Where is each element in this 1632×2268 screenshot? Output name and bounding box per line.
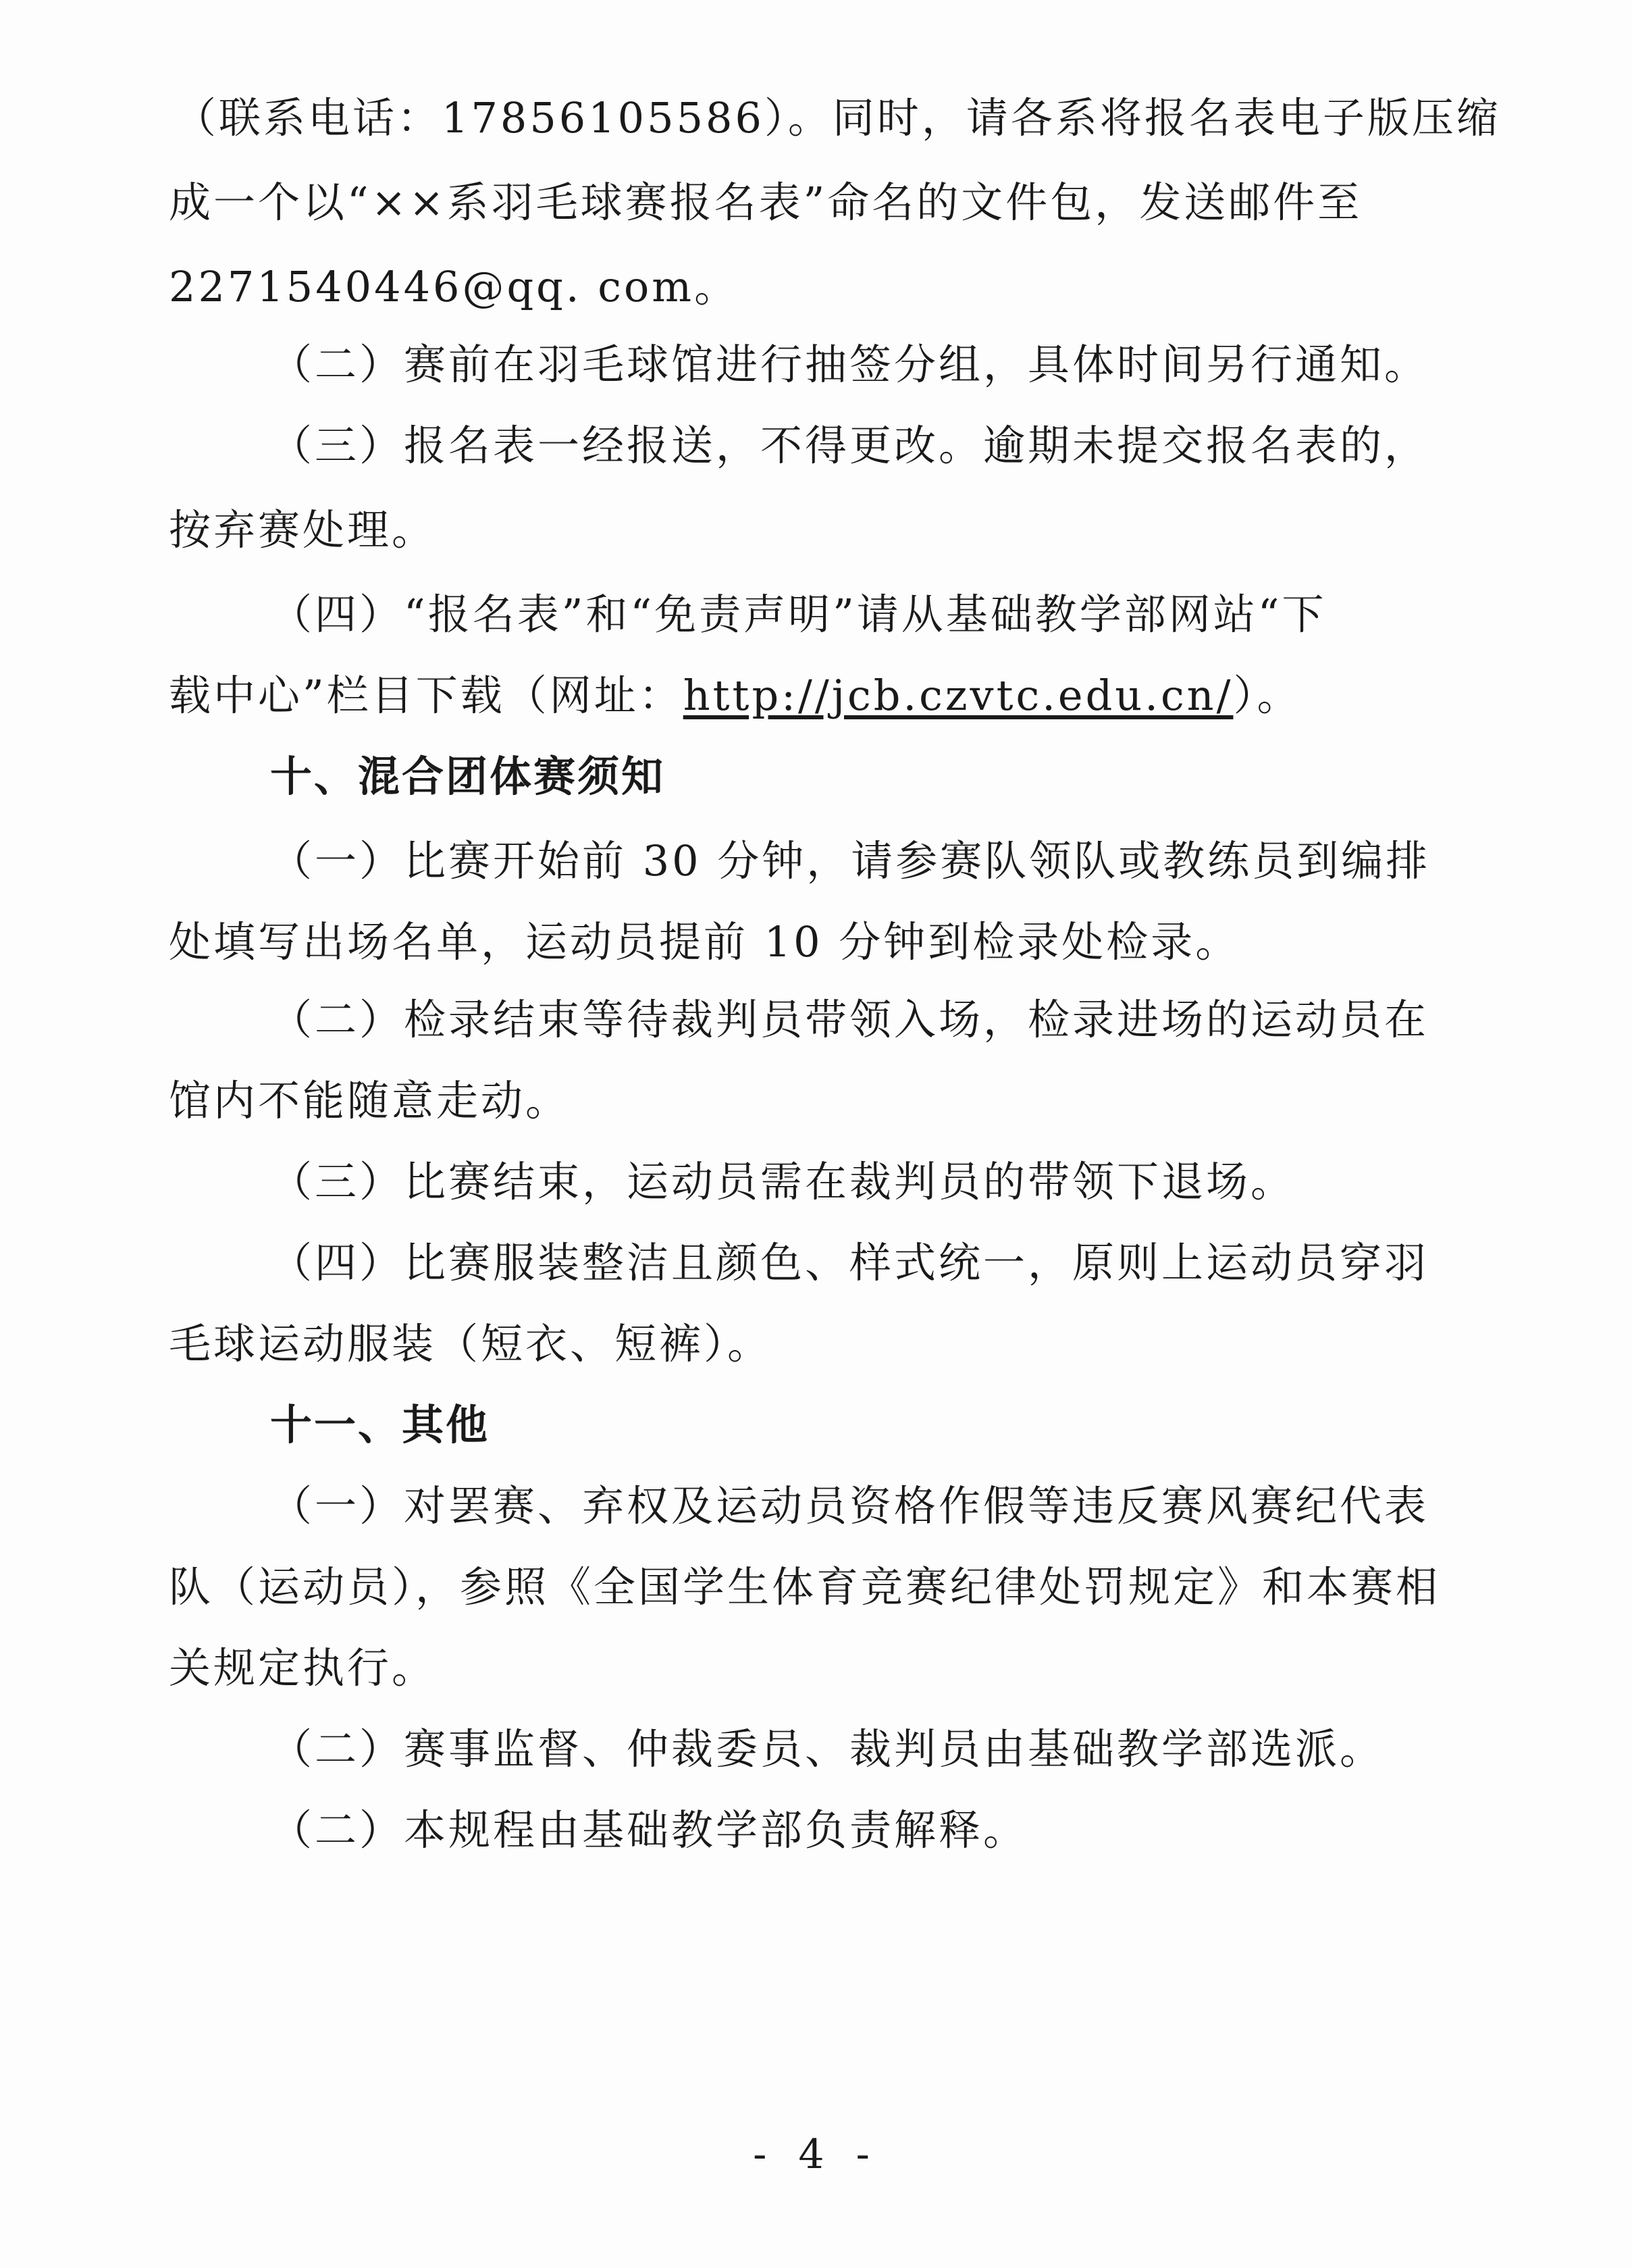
paragraph-line — [169, 669, 1452, 723]
page-number: - 4 - — [753, 2131, 879, 2178]
paragraph-line: 按弃赛处理。 — [169, 505, 437, 555]
paragraph-line: （四）“报名表”和“免责声明”请从基础教学部网站“下 — [270, 590, 1327, 639]
paragraph-line: （二）检录结束等待裁判员带领入场，检录进场的运动员在 — [270, 995, 1429, 1044]
section-heading-11: 十一、其他 — [270, 1400, 490, 1449]
website-link[interactable]: http://jcb.czvtc.edu.cn/ — [683, 671, 1234, 720]
paragraph-line: 关规定执行。 — [169, 1643, 437, 1693]
paragraph-line: （一）比赛开始前 30 分钟，请参赛队领队或教练员到编排 — [270, 836, 1431, 885]
paragraph-line: 馆内不能随意走动。 — [169, 1076, 571, 1125]
paragraph-line: （一）对罢赛、弃权及运动员资格作假等违反赛风赛纪代表 — [270, 1481, 1429, 1530]
paragraph-text: ）。 — [1233, 671, 1302, 720]
paragraph-line: （三）报名表一经报送，不得更改。逾期未提交报名表的， — [270, 421, 1429, 470]
paragraph-line: 成一个以“××系羽毛球赛报名表”命名的文件包，发送邮件至 — [169, 178, 1363, 227]
paragraph-line: 毛球运动服装（短衣、短裤）。 — [169, 1319, 772, 1368]
paragraph-line: （二）本规程由基础教学部负责解释。 — [270, 1805, 1028, 1855]
paragraph-line: 2271540446@qq. com。 — [169, 262, 739, 311]
paragraph-text: 载中心”栏目下载（网址： — [169, 671, 683, 720]
paragraph-line: （三）比赛结束，运动员需在裁判员的带领下退场。 — [270, 1157, 1296, 1206]
paragraph-line: （联系电话：17856105586）。同时，请各系将报名表电子版压缩 — [174, 93, 1501, 143]
paragraph-line: 队（运动员），参照《全国学生体育竞赛纪律处罚规定》和本赛相 — [169, 1562, 1441, 1612]
paragraph-line: （二）赛前在羽毛球馆进行抽签分组，具体时间另行通知。 — [270, 340, 1429, 389]
section-heading-10: 十、混合团体赛须知 — [270, 752, 666, 801]
paragraph-line: （四）比赛服装整洁且颜色、样式统一，原则上运动员穿羽 — [270, 1238, 1429, 1287]
paragraph-line: （二）赛事监督、仲裁委员、裁判员由基础教学部选派。 — [270, 1724, 1385, 1774]
paragraph-line: 处填写出场名单，运动员提前 10 分钟到检录处检录。 — [169, 917, 1240, 967]
